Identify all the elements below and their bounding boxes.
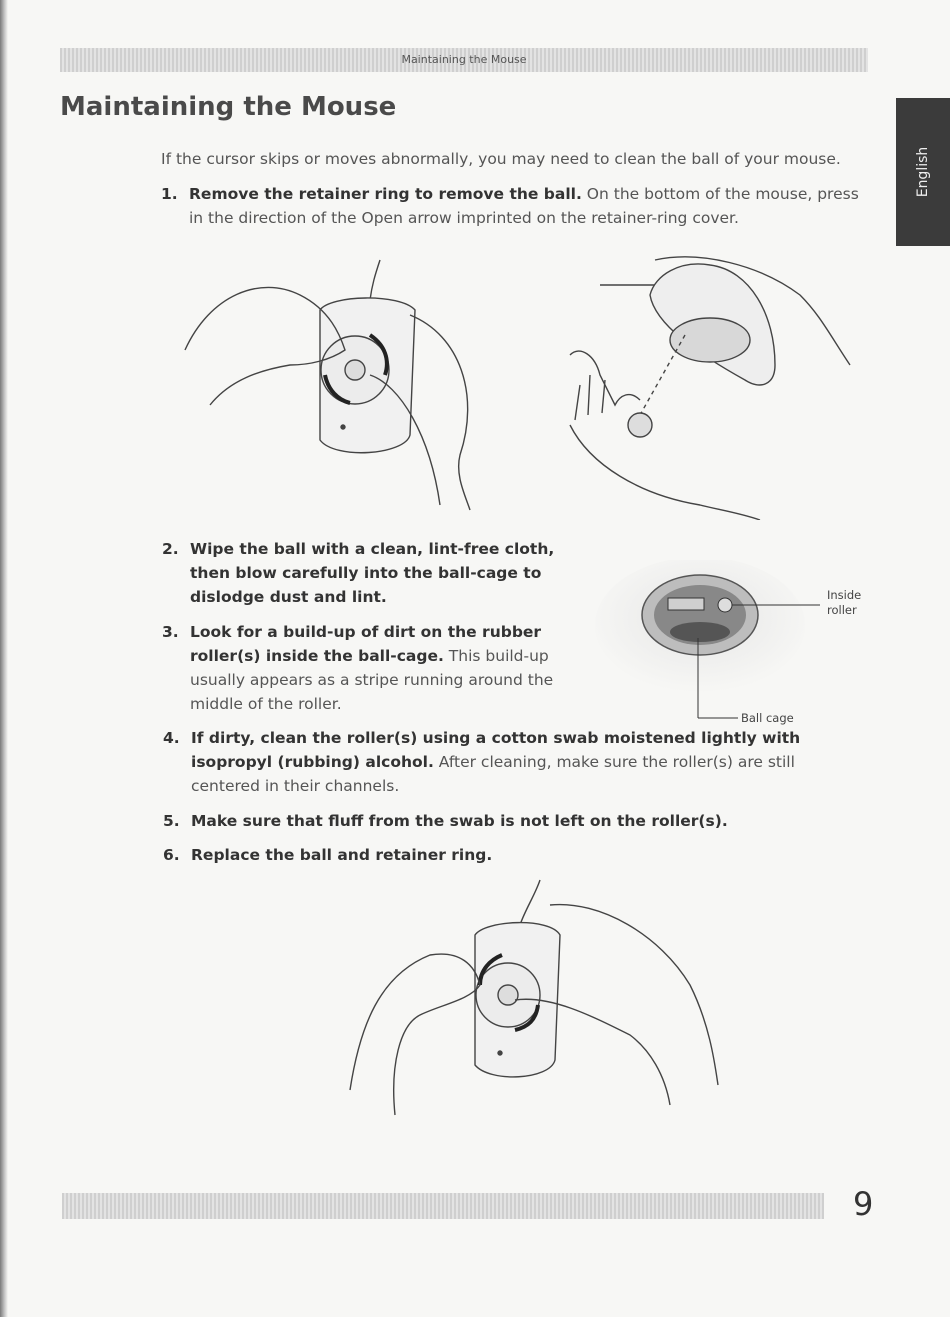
step-number: 2.: [162, 540, 179, 558]
step-number: 6.: [163, 846, 180, 864]
step-heading: Make sure that fluff from the swab is not left on the roller(s).: [191, 812, 728, 830]
step-6: [163, 843, 851, 867]
language-tab-label: English: [915, 146, 931, 198]
step-number: 3.: [162, 623, 179, 641]
step-number: 4.: [163, 729, 180, 747]
language-tab: [896, 98, 950, 246]
step-text: This build-up usually appears as a stripe running around the middle of the roller.: [190, 647, 554, 713]
step-number: 1.: [161, 185, 178, 203]
step-heading: Remove the retainer ring to remove the ball.: [189, 185, 582, 203]
remove-retainer-illustration: [180, 255, 520, 515]
running-header-text: Maintaining the Mouse: [401, 53, 527, 66]
intro-paragraph: If the cursor skips or moves abnormally, you may need to clean the ball of your mouse.: [161, 150, 841, 168]
step-1: [161, 182, 869, 230]
step-heading: Wipe the ball with a clean, lint-free cloth, then blow carefully into the ball-cage to dislodge dust and lint.: [190, 540, 555, 606]
page-number: 9: [853, 1185, 874, 1223]
step-text: After cleaning, make sure the roller(s) are still centered in their channels.: [191, 753, 795, 795]
step-4: [163, 726, 851, 798]
step-text: On the bottom of the mouse, press in the direction of the Open arrow imprinted on the retainer-ring cover.: [189, 185, 859, 227]
step-number: 5.: [163, 812, 180, 830]
inside-roller-label-line2: roller: [827, 603, 857, 617]
footer-bar: [62, 1193, 824, 1219]
step-heading: Look for a build-up of dirt on the rubber roller(s) inside the ball-cage.: [190, 623, 542, 665]
page-binding-edge: [0, 0, 8, 1317]
replace-retainer-illustration: [340, 875, 730, 1135]
step-5: [163, 809, 851, 833]
step-3: [162, 620, 580, 716]
page-title: Maintaining the Mouse: [60, 92, 397, 122]
step-heading: Replace the ball and retainer ring.: [191, 846, 493, 864]
step-2: [162, 537, 590, 609]
ball-cage-photo: [590, 560, 820, 725]
inside-roller-label-line1: Inside: [827, 588, 862, 602]
ball-removal-illustration: [560, 255, 880, 520]
running-header: [60, 48, 868, 72]
ball-cage-label: Ball cage: [741, 711, 794, 725]
inside-roller-label: [827, 588, 861, 618]
step-heading: If dirty, clean the roller(s) using a cotton swab moistened lightly with isopropyl (rubbing) alcohol.: [191, 729, 801, 771]
